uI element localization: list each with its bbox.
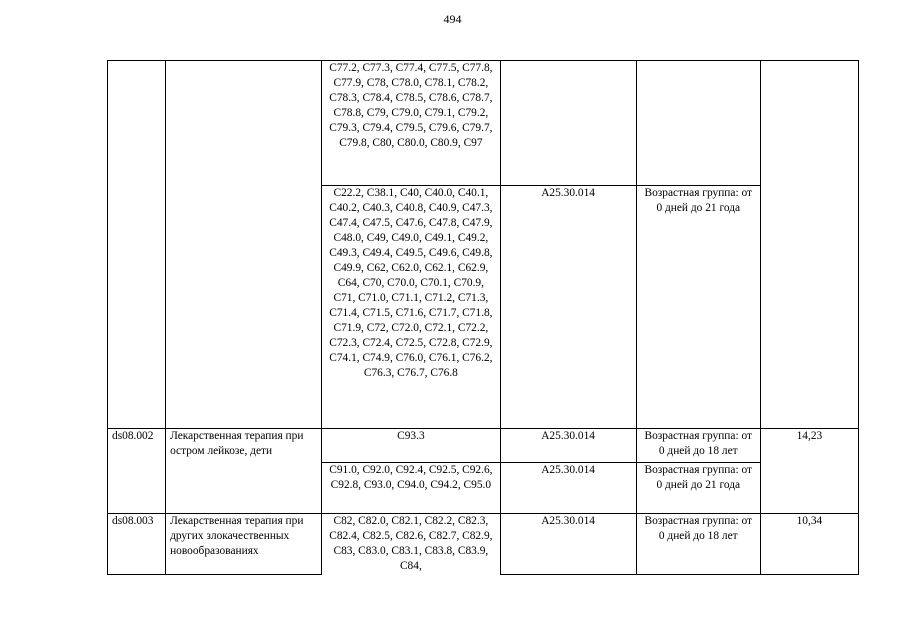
diagnosis-codes-cell: C22.2, C38.1, C40, C40.0, C40.1, C40.2, C40.3, C40.8, C40.9, C47.3, C47.4, C47.5, C47.6, C47.8, C47.9, C48.0, C49, C49.0, C49.1, C49.2, C49.3, C49.4, C49.5, C49.6, C49.8, C49.9, C62, C62.0, C62.1, C62.9, C64, C70, C70.0, C70.1, C70.9, C71, C71.0, C71.1, C71.2, C71.3, C71.4, C71.5, C71.6, C71.7, C71.8, C71.9, C72, C72.0, C72.1, C72.2, C72.3, C72.4, C72.5, C72.8, C72.9, C74.1, C74.9, C76.0, C76.1, C76.2, C76.3, C76.7, C76.8 [322,186,500,429]
diagnosis-codes-cell: C82, C82.0, C82.1, C82.2, C82.3, C82.4, C82.5, C82.6, C82.7, C82.9, C83, C83.0, C83.1, C83.8, C83.9, C84, [322,514,500,575]
group-id-cell: ds08.003 [108,514,166,575]
coefficient-cell [760,61,858,429]
diagnosis-codes-cell: C91.0, C92.0, C92.4, C92.5, C92.6, C92.8, C93.0, C94.0, C94.2, C95.0 [322,463,500,514]
service-code-cell: A25.30.014 [500,514,636,575]
criteria-cell: Возрастная группа: от 0 дней до 21 года [636,186,760,429]
table-row [108,514,859,575]
diagnosis-codes-cell: C93.3 [322,429,500,463]
group-id-cell [108,61,166,429]
group-id-cell: ds08.002 [108,429,166,514]
group-name-cell [166,61,322,429]
group-name-cell: Лекарственная терапия при остром лейкозе, дети [166,429,322,514]
service-code-cell: A25.30.014 [500,429,636,463]
diagnosis-codes-cell: C77.2, C77.3, C77.4, C77.5, C77.8, C77.9, C78, C78.0, C78.1, C78.2, C78.3, C78.4, C78.5, C78.6, C78.7, C78.8, C79, C79.0, C79.1, C79.2, C79.3, C79.4, C79.5, C79.6, C79.7, C79.8, C80, C80.0, C80.9, C97 [322,61,500,186]
coefficient-cell: 10,34 [760,514,858,575]
service-code-cell: A25.30.014 [500,186,636,429]
service-code-cell [500,61,636,186]
criteria-cell [636,61,760,186]
criteria-cell: Возрастная группа: от 0 дней до 18 лет [636,514,760,575]
service-code-cell: A25.30.014 [500,463,636,514]
group-name-cell: Лекарственная терапия при других злокачественных новообразованиях [166,514,322,575]
tariff-table [107,60,859,575]
criteria-cell: Возрастная группа: от 0 дней до 21 года [636,463,760,514]
coefficient-cell: 14,23 [760,429,858,514]
criteria-cell: Возрастная группа: от 0 дней до 18 лет [636,429,760,463]
table-row [108,429,859,463]
table-row [108,61,859,186]
page-number: 494 [443,12,462,26]
